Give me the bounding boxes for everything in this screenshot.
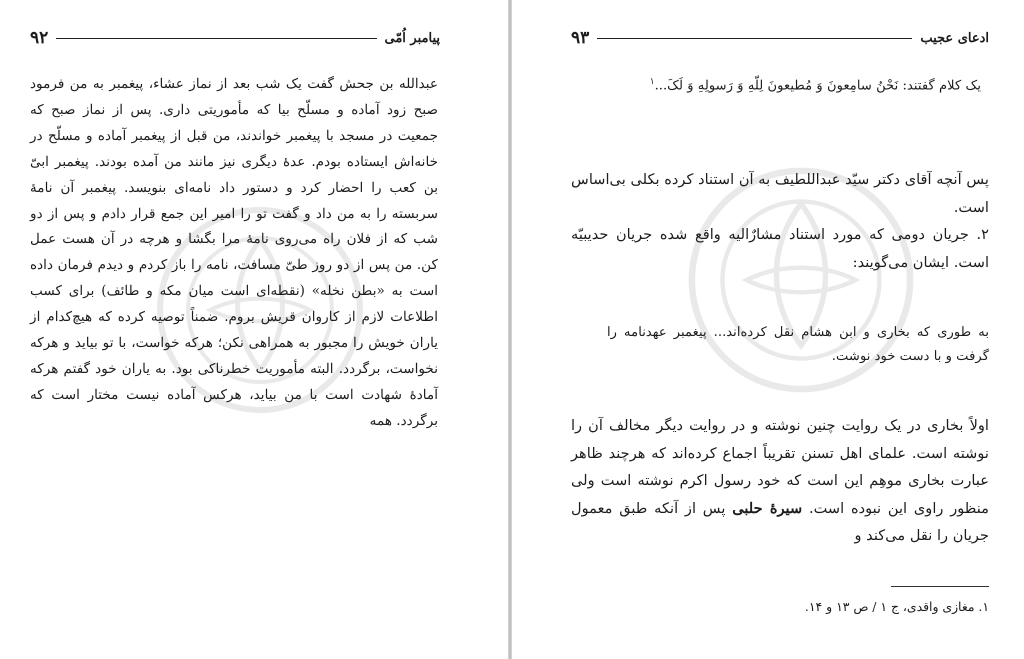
quote-block-1: [571, 70, 981, 98]
quote-block-2: به طوری که بخاری و ابن هشام نقل کرده‌اند... پیغمبر عهدنامه را گرفت و با دست خود نوشت.: [607, 325, 989, 364]
left-page-number: ۹۲: [30, 28, 49, 48]
right-page: [511, 0, 1024, 659]
quote-1-text: یک کلام گفتند: نَحْنُ سامِعونَ وَ مُطیعونَ لِلّهِ وَ رَسولِهِ وَ لَکَ...: [654, 78, 981, 94]
paragraph-block-2: [571, 412, 989, 550]
right-page-number: ۹۳: [571, 28, 590, 48]
paragraph-2a: اولاً بخاری در یک روایت چنین نوشته و در روایت دیگر مخالف آن را نوشته است. علمای اهل تسنن تقریباً اجماع کرده‌اند که هرچند ظاهر عبارت بخاری موهِم این است که خود رسول اکرم نوشته است ولی منظور راوی این نبوده است.: [571, 417, 989, 517]
paragraph-1b: ۲. جریان دومی که مورد استناد مشارٌالیه واقع شده جریان حدیبیّه است. ایشان می‌گویند:: [571, 226, 989, 271]
paragraph-2b: پس از آنکه طبق معمول جریان را نقل می‌کند و: [571, 499, 989, 544]
right-header-rule: [597, 38, 912, 39]
left-page-header: [30, 26, 440, 50]
left-running-title: پیامبر اُمّی: [384, 30, 440, 46]
footnote: ۱. مغازی واقدی، ج ۱ / ص ۱۳ و ۱۴.: [804, 599, 989, 614]
left-page: [0, 0, 509, 659]
paragraph-2-bold-term: سیرهٔ حلبی: [732, 499, 803, 517]
left-body-text: عبدالله بن جحش گفت یک شب بعد از نماز عشاء، پیغمبر به من فرمود صبح زود آماده و مسلّح بیا که مأموریتی داری. پس از نماز صبح که جمعیت در مسجد با پیغمبر خواندند، من قبل از پیغمبر آماده و مسلّح در خانه‌اش ایستاده بودم. عدهٔ دیگری نیز مانند من آمده بودند. پیغمبر ابیّ بن کعب را احضار کرد و دستور داد نامه‌ای بنویسد. پیغمبر آن نامهٔ سربسته را به من داد و گفت تو را امیر این جمع قرار دادم و پس از دو شب که از فلان راه می‌روی نامهٔ مرا بگشا و هرچه در آن هست عمل کن. من پس از دو روز طیّ مسافت، نامه را باز کردم و دیدم فرمان داده است به «بطن نخله» (نقطه‌ای است میان مکه و طائف) برای کسب اطلاعات لازم از کاروان قریش بروم. ضمناً توصیه کرده که هیچ‌کدام از یاران خویش را مجبور به همراهی نکن؛ هرکه خواست، با تو بیاید و هرکه نخواست، برگردد. البته مأموریت خطرناکی بود. به یاران خود گفتم هرکه آمادهٔ شهادت است با من بیاید، هرکس آماده نیست مختار است که برگردد. همه: [30, 76, 438, 429]
right-page-header: [571, 26, 989, 50]
paragraph-block-1: [571, 166, 989, 276]
paragraph-1a: پس آنچه آقای دکتر سیّد عبداللطیف به آن استناد کرده بکلی بی‌اساس است.: [571, 171, 989, 216]
footnote-marker: ۱: [649, 77, 655, 87]
right-running-title: ادعای عجیب: [920, 30, 989, 46]
left-header-rule: [56, 38, 376, 39]
footnote-rule: [891, 586, 989, 587]
